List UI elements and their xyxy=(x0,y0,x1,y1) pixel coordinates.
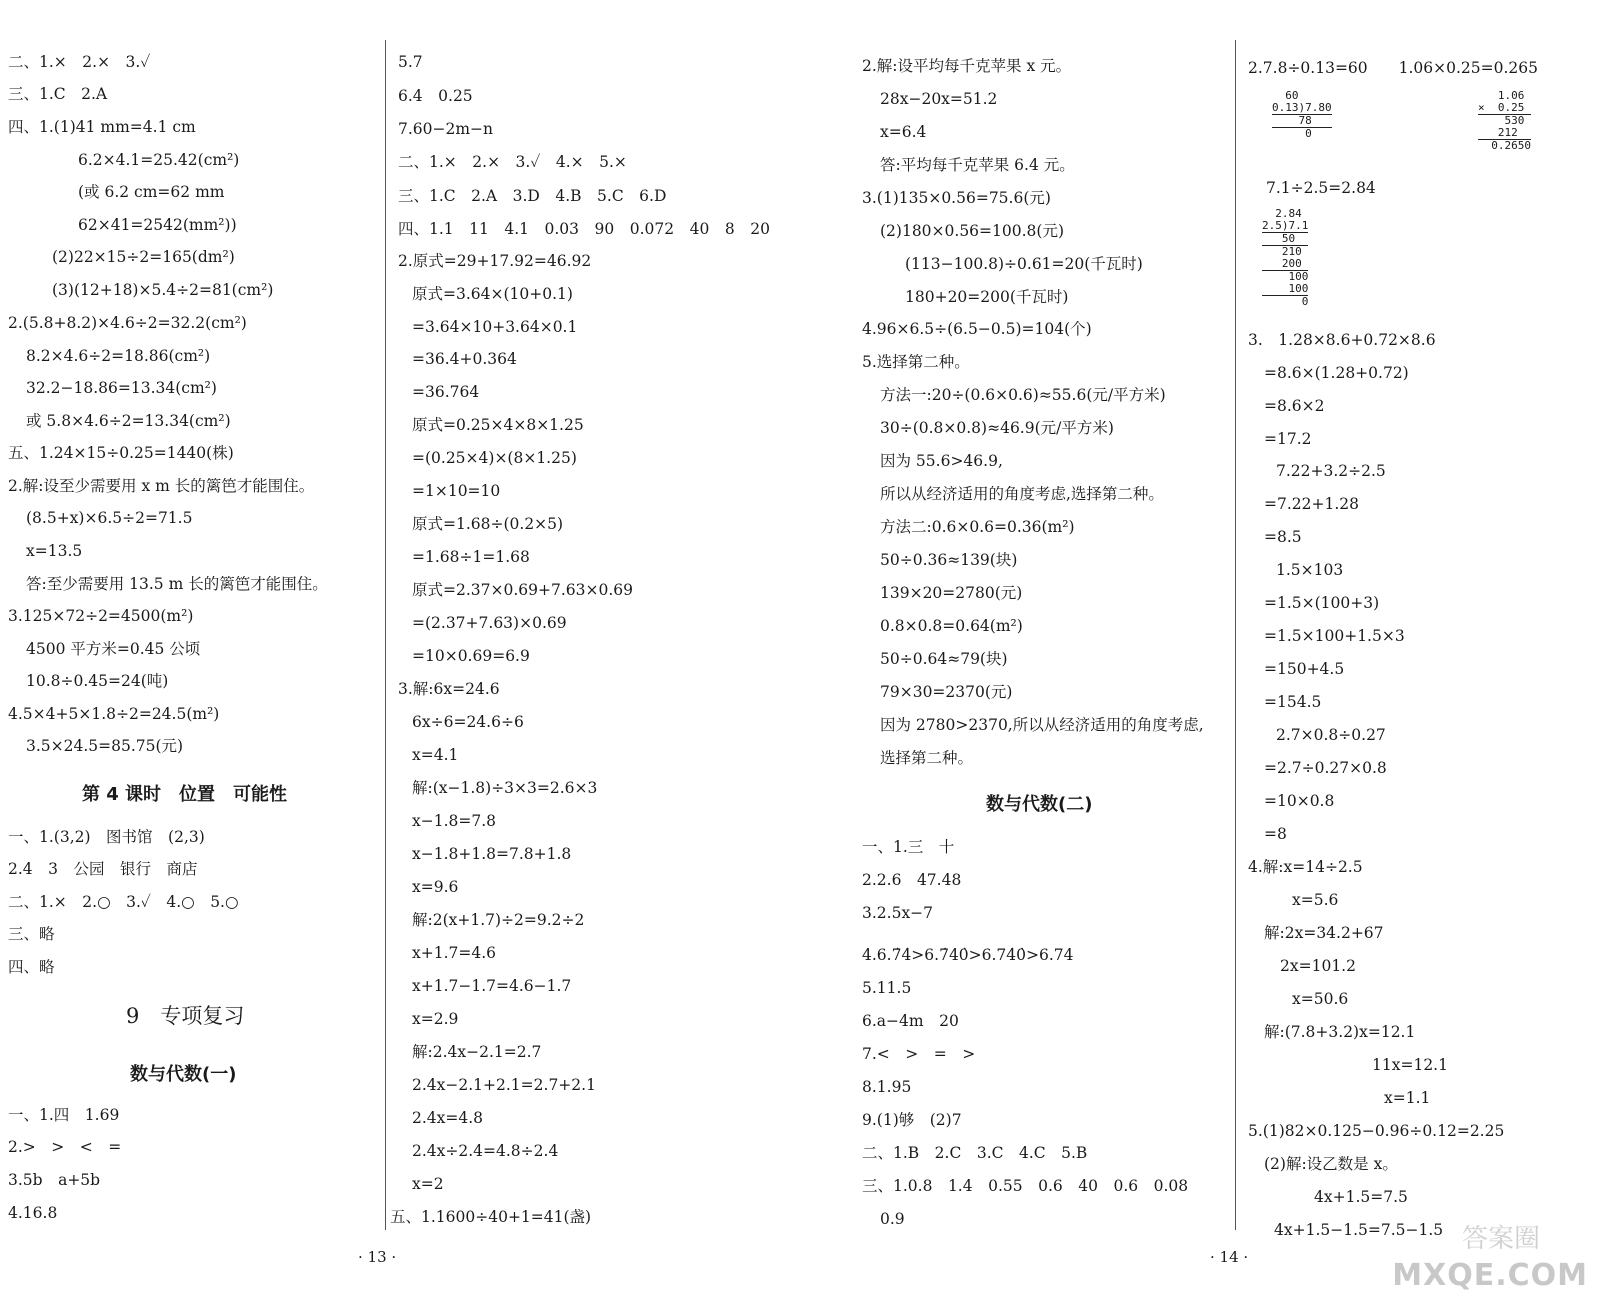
long-division-1 xyxy=(1272,90,1332,140)
multiplication-row: 0.2650 xyxy=(1478,139,1531,152)
division-row: 0 xyxy=(1272,127,1312,140)
answer-line: 2.4x÷2.4=4.8÷2.4 xyxy=(412,1142,559,1160)
answer-line: x+1.7−1.7=4.6−1.7 xyxy=(412,977,572,995)
answer-line: =2.7÷0.27×0.8 xyxy=(1264,759,1387,777)
answer-line: x=9.6 xyxy=(412,878,459,896)
division-row: 210 xyxy=(1262,245,1302,258)
answer-line: x=6.4 xyxy=(880,123,927,141)
answer-line: 二、1.B 2.C 3.C 4.C 5.B xyxy=(862,1144,1088,1162)
answer-line: 三、1.C 2.A 3.D 4.B 5.C 6.D xyxy=(398,187,667,205)
answer-line: 5.7 xyxy=(398,53,423,71)
answer-line: 五、1.24×15÷0.25=1440(株) xyxy=(8,444,234,462)
answer-line: 解:(7.8+3.2)x=12.1 xyxy=(1264,1023,1416,1041)
answer-line: 8.2×4.6÷2=18.86(cm²) xyxy=(26,347,211,365)
answer-line: 0.9 xyxy=(880,1210,905,1228)
answer-line: 10.8÷0.45=24(吨) xyxy=(26,672,169,690)
answer-line: 3.解:6x=24.6 xyxy=(398,680,500,698)
answer-line: 一、1.三 十 xyxy=(862,838,955,856)
column-divider-2 xyxy=(1235,40,1236,1230)
answer-line: 5.选择第二种。 xyxy=(862,353,970,371)
answer-line: 2.> > < = xyxy=(8,1138,122,1156)
division-row: 50 xyxy=(1262,233,1308,246)
answer-line: 11x=12.1 xyxy=(1372,1056,1448,1074)
answer-line: (2)解:设乙数是 x。 xyxy=(1264,1155,1398,1173)
answer-line: 二、1.× 2.× 3.✓ xyxy=(8,53,151,71)
answer-line: =154.5 xyxy=(1264,693,1322,711)
division-row: 0.13)7.80 xyxy=(1272,101,1332,114)
answer-line: 7.< > = > xyxy=(862,1045,976,1063)
answer-line: 4.6.7̇4̇>6.7̇40̇>6.74̇0̇>6.74 xyxy=(862,946,1074,964)
answer-line: 3. 1.28×8.6+0.72×8.6 xyxy=(1248,331,1436,349)
answer-line: 28x−20x=51.2 xyxy=(880,90,998,108)
answer-line: x=2.9 xyxy=(412,1010,459,1028)
answer-line: 原式=3.64×(10+0.1) xyxy=(412,285,573,303)
answer-line: 6x÷6=24.6÷6 xyxy=(412,713,524,731)
answer-line: 选择第二种。 xyxy=(880,749,974,767)
answer-line: 或 5.8×4.6÷2=13.34(cm²) xyxy=(26,412,231,430)
answer-line: x=2 xyxy=(412,1175,444,1193)
answer-line: 原式=1.68÷(0.2×5) xyxy=(412,515,564,533)
answer-line: 解:2x=34.2+67 xyxy=(1264,924,1384,942)
answer-line: 3.125×72÷2=4500(m²) xyxy=(8,607,194,625)
answer-line: x=50.6 xyxy=(1292,990,1349,1008)
answer-line: 三、略 xyxy=(8,925,55,943)
division-row: 2.5)7.1 xyxy=(1262,219,1309,232)
answer-line: 3.5×24.5=85.75(元) xyxy=(26,737,184,755)
answer-line: x=4.1 xyxy=(412,746,459,764)
division-row: 100 xyxy=(1262,270,1309,283)
answer-line: =8.5 xyxy=(1264,528,1302,546)
section-heading-review: 9 专项复习 xyxy=(126,1004,245,1028)
answer-line: 6.4 0.25 xyxy=(398,87,473,105)
long-multiplication xyxy=(1478,90,1531,152)
answer-line: =8 xyxy=(1264,825,1287,843)
answer-line: 2x=101.2 xyxy=(1280,957,1356,975)
answer-line: 二、1.× 2.○ 3.✓ 4.○ 5.○ xyxy=(8,893,239,911)
answer-line: x=13.5 xyxy=(26,542,83,560)
answer-line: =7.22+1.28 xyxy=(1264,495,1359,513)
watermark-logo: 答案圈 xyxy=(1461,1224,1540,1254)
answer-line: 5.(1)82×0.125−0.96÷0.12=2.25 xyxy=(1248,1122,1505,1140)
answer-line: 2.7.8÷0.13=60 1.06×0.25=0.265 xyxy=(1248,59,1539,77)
page-number-right: · 14 · xyxy=(1210,1248,1249,1266)
answer-line: 7.1÷2.5=2.84 xyxy=(1266,179,1376,197)
answer-line: 5.11.5 xyxy=(862,979,912,997)
answer-line: 所以从经济适用的角度考虑,选择第二种。 xyxy=(880,485,1164,503)
division-row: 60 xyxy=(1272,89,1299,102)
answer-line: =3.64×10+3.64×0.1 xyxy=(412,318,578,336)
answer-line: 4x+1.5−1.5=7.5−1.5 xyxy=(1274,1221,1444,1239)
answer-line: =10×0.8 xyxy=(1264,792,1335,810)
answer-line: 79×30=2370(元) xyxy=(880,683,1013,701)
answer-line: x=1.1 xyxy=(1384,1089,1431,1107)
section-heading-num-algebra-1: 数与代数(一) xyxy=(130,1064,237,1085)
page-number-left: · 13 · xyxy=(358,1248,397,1266)
answer-line: 二、1.× 2.× 3.✓ 4.× 5.× xyxy=(398,153,627,171)
answer-line: 2.4x−2.1+2.1=2.7+2.1 xyxy=(412,1076,596,1094)
answer-line: 6.a−4m 20 xyxy=(862,1012,959,1030)
answer-line: 2.解:设至少需要用 x m 长的篱笆才能围住。 xyxy=(8,477,315,495)
column-divider-1 xyxy=(385,40,386,1230)
division-row: 100 xyxy=(1262,282,1309,295)
answer-line: 4500 平方米=0.45 公顷 xyxy=(26,640,201,658)
answer-line: 解:2.4x−2.1=2.7 xyxy=(412,1043,542,1061)
answer-line: 三、1.C 2.A xyxy=(8,85,108,103)
answer-line: 50÷0.36≈139(块) xyxy=(880,551,1018,569)
section-heading-lesson-4: 第 4 课时 位置 可能性 xyxy=(82,784,288,805)
answer-line: 3.2.5x−7 xyxy=(862,904,934,922)
answer-line: 180+20=200(千瓦时) xyxy=(905,288,1069,306)
watermark-text: MXQE.COM xyxy=(1392,1258,1588,1293)
answer-line: 9.(1)够 (2)7 xyxy=(862,1111,962,1129)
answer-line: 6.2×4.1=25.42(cm²) xyxy=(78,151,240,169)
answer-line: 五、1.1600÷40+1=41(盏) xyxy=(390,1208,592,1226)
division-row: 200 xyxy=(1262,258,1308,271)
answer-line: 4.解:x=14÷2.5 xyxy=(1248,858,1363,876)
answer-line: 2.4x=4.8 xyxy=(412,1109,484,1127)
answer-line: =8.6×2 xyxy=(1264,397,1325,415)
answer-line: 7.60−2m−n xyxy=(398,120,494,138)
answer-line: 答:平均每千克苹果 6.4 元。 xyxy=(880,156,1075,174)
answer-line: =1×10=10 xyxy=(412,482,501,500)
answer-line: (2)22×15÷2=165(dm²) xyxy=(52,248,235,266)
answer-line: 32.2−18.86=13.34(cm²) xyxy=(26,379,217,397)
answer-line: 2.4 3 公园 银行 商店 xyxy=(8,860,198,878)
answer-line: 四、略 xyxy=(8,958,55,976)
answer-line: 62×41=2542(mm²)) xyxy=(78,216,237,234)
answer-line: =36.764 xyxy=(412,383,480,401)
answer-line: 一、1.(3,2) 图书馆 (2,3) xyxy=(8,828,205,846)
answer-line: 1.5×103 xyxy=(1276,561,1344,579)
answer-line: =150+4.5 xyxy=(1264,660,1345,678)
answer-line: =36.4+0.364 xyxy=(412,350,517,368)
answer-line: 答:至少需要用 13.5 m 长的篱笆才能围住。 xyxy=(26,575,328,593)
answer-line: 一、1.四 1.69 xyxy=(8,1106,120,1124)
answer-line: 解:2(x+1.7)÷2=9.2÷2 xyxy=(412,911,585,929)
division-row: 2.84 xyxy=(1262,207,1302,220)
multiplication-row: 212 xyxy=(1478,127,1531,140)
answer-line: 2.7×0.8÷0.27 xyxy=(1276,726,1386,744)
answer-line: (8.5+x)×6.5÷2=71.5 xyxy=(26,509,193,527)
answer-line: 解:(x−1.8)÷3×3=2.6×3 xyxy=(412,779,598,797)
answer-line: x−1.8+1.8=7.8+1.8 xyxy=(412,845,572,863)
answer-line: (或 6.2 cm=62 mm xyxy=(78,183,225,201)
answer-line: =17.2 xyxy=(1264,430,1312,448)
multiplication-row: 1.06 xyxy=(1478,89,1525,102)
answer-line: 2.解:设平均每千克苹果 x 元。 xyxy=(862,57,1072,75)
answer-line: 四、1.(1)41 mm=4.1 cm xyxy=(8,118,196,136)
answer-line: =(2.37+7.63)×0.69 xyxy=(412,614,567,632)
multiplication-row: 530 xyxy=(1478,114,1525,127)
answer-line: 4.5×4+5×1.8÷2=24.5(m²) xyxy=(8,705,220,723)
answer-line: 原式=2.37×0.69+7.63×0.69 xyxy=(412,581,633,599)
answer-line: 方法一:20÷(0.6×0.6)≈55.6(元/平方米) xyxy=(880,386,1166,404)
answer-line: 方法二:0.6×0.6=0.36(m²) xyxy=(880,518,1075,536)
answer-line: =8.6×(1.28+0.72) xyxy=(1264,364,1409,382)
answer-line: x−1.8=7.8 xyxy=(412,812,497,830)
answer-line: 4x+1.5=7.5 xyxy=(1314,1188,1408,1206)
division-row: 78 xyxy=(1272,115,1332,128)
answer-line: 0.8×0.8=0.64(m²) xyxy=(880,617,1023,635)
answer-line: 因为 55.6>46.9, xyxy=(880,452,1003,470)
answer-line: 7.22+3.2÷2.5 xyxy=(1276,462,1386,480)
answer-line: 2.原式=29+17.92=46.92 xyxy=(398,252,592,270)
answer-line: 原式=0.25×4×8×1.25 xyxy=(412,416,584,434)
answer-line: 3.5b a+5b xyxy=(8,1171,101,1189)
answer-line: 30÷(0.8×0.8)≈46.9(元/平方米) xyxy=(880,419,1114,437)
answer-line: 3.(1)135×0.56=75.6(元) xyxy=(862,189,1051,207)
answer-line: =1.68÷1=1.68 xyxy=(412,548,530,566)
answer-line: 四、1.1 11 4.1 0.03 90 0.072 40 8 20 xyxy=(398,220,770,238)
answer-line: 139×20=2780(元) xyxy=(880,584,1023,602)
answer-line: 因为 2780>2370,所以从经济适用的角度考虑, xyxy=(880,716,1204,734)
answer-line: 2.(5.8+8.2)×4.6÷2=32.2(cm²) xyxy=(8,314,247,332)
answer-line: 2.2.6 47.48 xyxy=(862,871,962,889)
answer-line: (3)(12+18)×5.4÷2=81(cm²) xyxy=(52,281,274,299)
answer-line: =1.5×(100+3) xyxy=(1264,594,1380,612)
answer-line: 三、1.0.8 1.4 0.55 0.6 40 0.6 0.08 xyxy=(862,1177,1189,1195)
answer-line: 8.1.95 xyxy=(862,1078,912,1096)
answer-line: (2)180×0.56=100.8(元) xyxy=(880,222,1064,240)
answer-line: 4.16.8 xyxy=(8,1204,58,1222)
answer-line: x+1.7=4.6 xyxy=(412,944,497,962)
multiplication-row: × 0.25 xyxy=(1478,102,1531,115)
section-heading-num-algebra-2: 数与代数(二) xyxy=(986,794,1093,815)
answer-line: =10×0.69=6.9 xyxy=(412,647,530,665)
answer-line: x=5.6 xyxy=(1292,891,1339,909)
long-division-2 xyxy=(1262,208,1308,308)
answer-line: 4.96×6.5÷(6.5−0.5)=104(个) xyxy=(862,320,1092,338)
answer-line: 50÷0.64≈79(块) xyxy=(880,650,1008,668)
answer-line: (113−100.8)÷0.61=20(千瓦时) xyxy=(905,255,1143,273)
answer-line: =(0.25×4)×(8×1.25) xyxy=(412,449,577,467)
division-row: 0 xyxy=(1262,295,1309,308)
answer-line: =1.5×100+1.5×3 xyxy=(1264,627,1405,645)
